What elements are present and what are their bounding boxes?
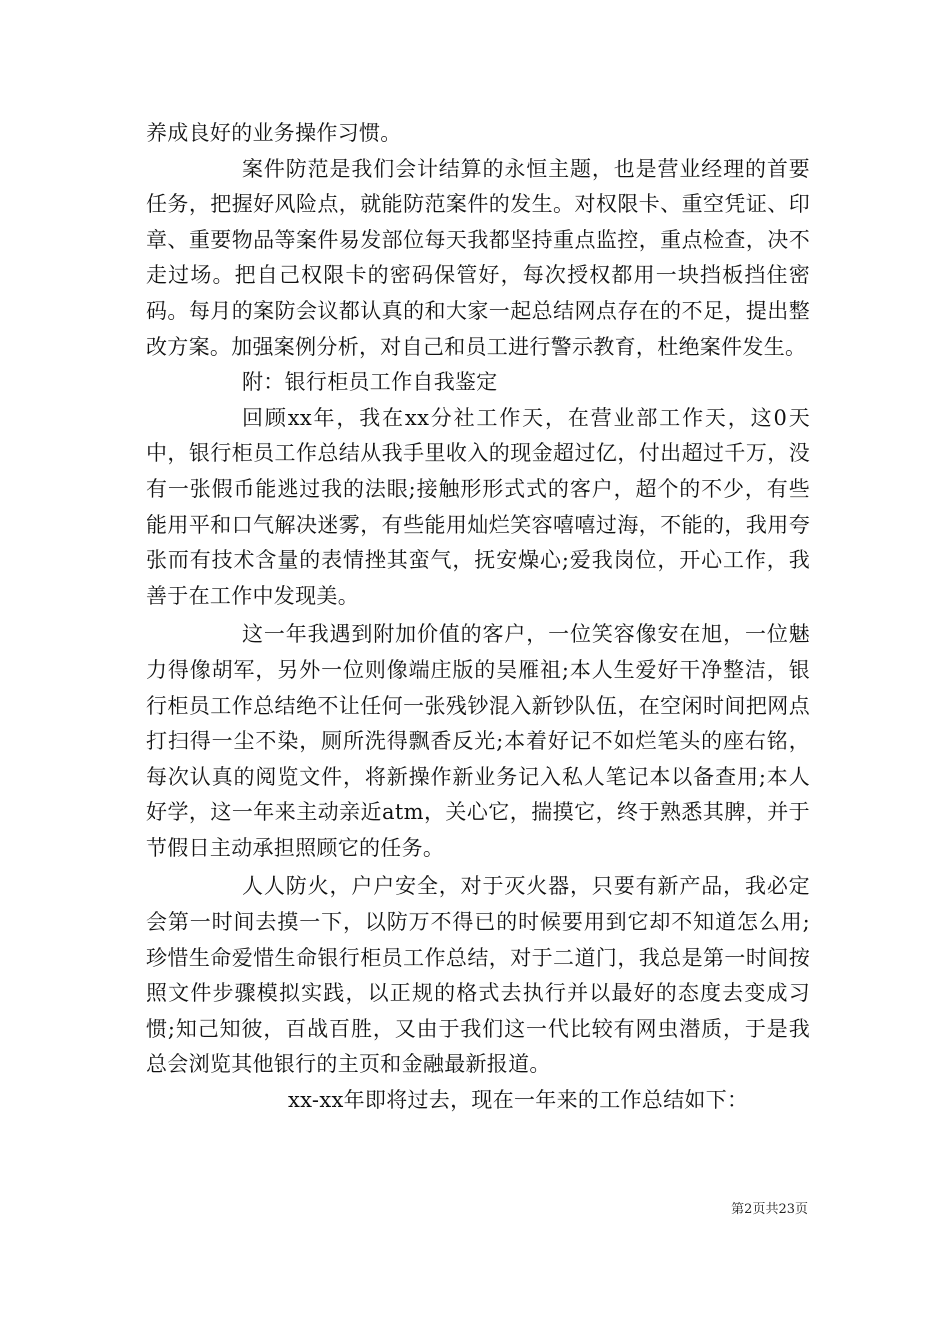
paragraph-5: 这一年我遇到附加价值的客户，一位笑容像安在旭，一位魅力得像胡军，另外一位则像端庄版的吴雁祖;本人生爱好干净整洁，银行柜员工作总结绝不让任何一张残钞混入新钞队伍，在空闲时间把网点打扫得一尘不染，厕所洗得飘香反光;本着好记不如烂笔头的座右铭，每次认真的阅览文件，将新操作新业务记入私人笔记本以备查用;本人好学，这一年来主动亲近atm，关心它，揣摸它，终于熟悉其脾，并于节假日主动承担照顾它的任务。 (146, 622, 810, 860)
page-number-footer: 第2页共23页 (731, 1202, 808, 1217)
paragraph-1: 养成良好的业务操作习惯。 (146, 121, 402, 145)
paragraph-7: xx-xx年即将过去，现在一年来的工作总结如下： (288, 1088, 749, 1113)
paragraph-6: 人人防火，户户安全，对于灭火器，只要有新产品，我必定会第一时间去摸一下，以防万不得已的时候要用到它却不知道怎么用;珍惜生命爱惜生命银行柜员工作总结，对于二道门，我总是第一时间按照文件步骤模拟实践，以正规的格式去执行并以最好的态度去变成习惯;知己知彼，百战百胜，又由于我们这一代比较有网虫潜质，于是我总会浏览其他银行的主页和金融最新报道。 (146, 874, 810, 1077)
paragraph-4: 回顾xx年，我在xx分社工作天，在营业部工作天，这0天中，银行柜员工作总结从我手里收入的现金超过亿，付出超过千万，没有一张假币能逃过我的法眼;接触形形式式的客户，超个的不少，有些能用平和口气解决迷雾，有些能用灿烂笑容嘻嘻过海，不能的，我用夸张而有技术含量的表情挫其蛮气，抚安燥心;爱我岗位，开心工作，我善于在工作中发现美。 (146, 405, 810, 608)
paragraph-3-heading: 附：银行柜员工作自我鉴定 (242, 370, 498, 395)
document-body (146, 116, 810, 1119)
paragraph-2: 案件防范是我们会计结算的永恒主题，也是营业经理的首要任务，把握好风险点，就能防范案件的发生。对权限卡、重空凭证、印章、重要物品等案件易发部位每天我都坚持重点监控，重点检查，决不走过场。把自己权限卡的密码保管好，每次授权都用一块挡板挡住密码。每月的案防会议都认真的和大家一起总结网点存在的不足，提出整改方案。加强案例分析，对自己和员工进行警示教育，杜绝案件发生。 (146, 156, 810, 359)
